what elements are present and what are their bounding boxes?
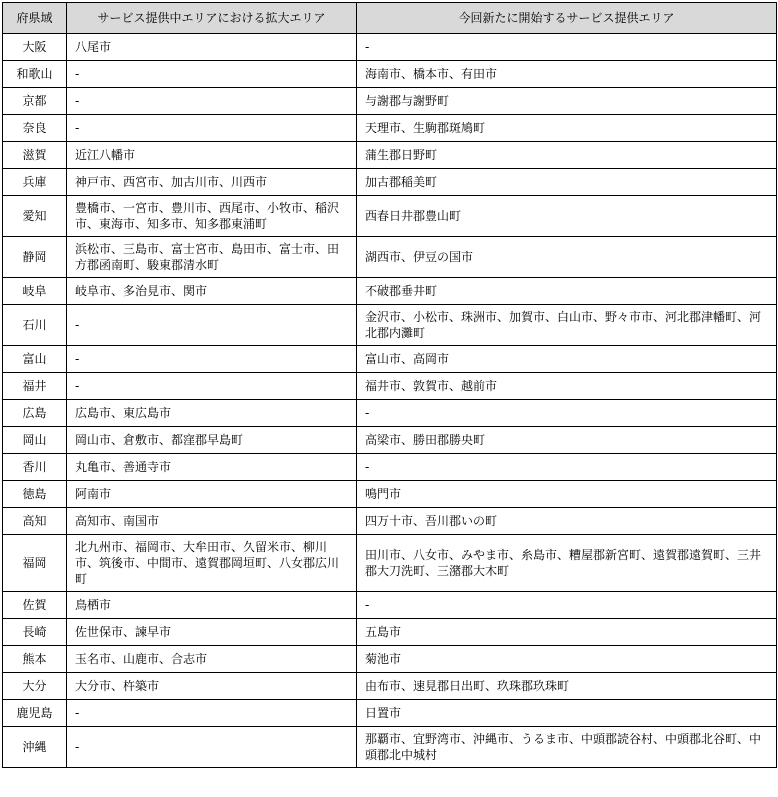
table-row <box>3 400 777 427</box>
prefecture-cell: 佐賀 <box>3 592 67 619</box>
expanded-area-cell: 岐阜市、多治見市、関市 <box>67 278 357 305</box>
prefecture-cell: 徳島 <box>3 481 67 508</box>
expanded-area-cell: 阿南市 <box>67 481 357 508</box>
new-area-cell: 西春日井郡豊山町 <box>357 196 777 237</box>
expanded-area-cell: - <box>67 700 357 727</box>
service-area-table <box>2 2 777 768</box>
new-area-cell: 加古郡稲美町 <box>357 169 777 196</box>
new-area-cell: 金沢市、小松市、珠洲市、加賀市、白山市、野々市市、河北郡津幡町、河北郡内灘町 <box>357 305 777 346</box>
new-area-cell: 福井市、敦賀市、越前市 <box>357 373 777 400</box>
new-area-cell: 田川市、八女市、みやま市、糸島市、糟屋郡新宮町、遠賀郡遠賀町、三井郡大刀洗町、三潴郡大木町 <box>357 535 777 592</box>
table-row <box>3 278 777 305</box>
expanded-area-cell: - <box>67 305 357 346</box>
header-expanded-area: サービス提供中エリアにおける拡大エリア <box>67 3 357 34</box>
new-area-cell: 富山市、高岡市 <box>357 346 777 373</box>
new-area-cell: 高梁市、勝田郡勝央町 <box>357 427 777 454</box>
expanded-area-cell: - <box>67 115 357 142</box>
table-row <box>3 34 777 61</box>
expanded-area-cell: 広島市、東広島市 <box>67 400 357 427</box>
new-area-cell: 菊池市 <box>357 646 777 673</box>
expanded-area-cell: - <box>67 61 357 88</box>
table-row <box>3 115 777 142</box>
prefecture-cell: 広島 <box>3 400 67 427</box>
table-row <box>3 592 777 619</box>
new-area-cell: - <box>357 592 777 619</box>
new-area-cell: 那覇市、宜野湾市、沖縄市、うるま市、中頭郡読谷村、中頭郡北谷町、中頭郡北中城村 <box>357 727 777 768</box>
expanded-area-cell: 豊橋市、一宮市、豊川市、西尾市、小牧市、稲沢市、東海市、知多市、知多郡東浦町 <box>67 196 357 237</box>
expanded-area-cell: 玉名市、山鹿市、合志市 <box>67 646 357 673</box>
table-row <box>3 61 777 88</box>
prefecture-cell: 愛知 <box>3 196 67 237</box>
prefecture-cell: 京都 <box>3 88 67 115</box>
new-area-cell: 五島市 <box>357 619 777 646</box>
prefecture-cell: 高知 <box>3 508 67 535</box>
prefecture-cell: 香川 <box>3 454 67 481</box>
expanded-area-cell: - <box>67 346 357 373</box>
prefecture-cell: 富山 <box>3 346 67 373</box>
prefecture-cell: 石川 <box>3 305 67 346</box>
header-new-area: 今回新たに開始するサービス提供エリア <box>357 3 777 34</box>
new-area-cell: 湖西市、伊豆の国市 <box>357 237 777 278</box>
expanded-area-cell: - <box>67 88 357 115</box>
header-prefecture: 府県域 <box>3 3 67 34</box>
table-row <box>3 305 777 346</box>
prefecture-cell: 兵庫 <box>3 169 67 196</box>
prefecture-cell: 福井 <box>3 373 67 400</box>
table-row <box>3 169 777 196</box>
prefecture-cell: 沖縄 <box>3 727 67 768</box>
table-row <box>3 727 777 768</box>
table-row <box>3 142 777 169</box>
new-area-cell: 不破郡垂井町 <box>357 278 777 305</box>
table-row <box>3 481 777 508</box>
new-area-cell: 与謝郡与謝野町 <box>357 88 777 115</box>
table-row <box>3 508 777 535</box>
prefecture-cell: 静岡 <box>3 237 67 278</box>
new-area-cell: 海南市、橋本市、有田市 <box>357 61 777 88</box>
table-row <box>3 673 777 700</box>
prefecture-cell: 大分 <box>3 673 67 700</box>
new-area-cell: 蒲生郡日野町 <box>357 142 777 169</box>
table-row <box>3 646 777 673</box>
prefecture-cell: 岐阜 <box>3 278 67 305</box>
table-row <box>3 88 777 115</box>
expanded-area-cell: 近江八幡市 <box>67 142 357 169</box>
table-row <box>3 237 777 278</box>
new-area-cell: - <box>357 400 777 427</box>
new-area-cell: 天理市、生駒郡斑鳩町 <box>357 115 777 142</box>
prefecture-cell: 熊本 <box>3 646 67 673</box>
table-row <box>3 619 777 646</box>
prefecture-cell: 奈良 <box>3 115 67 142</box>
prefecture-cell: 滋賀 <box>3 142 67 169</box>
table-row <box>3 373 777 400</box>
expanded-area-cell: 丸亀市、善通寺市 <box>67 454 357 481</box>
expanded-area-cell: 神戸市、西宮市、加古川市、川西市 <box>67 169 357 196</box>
prefecture-cell: 岡山 <box>3 427 67 454</box>
table-row <box>3 454 777 481</box>
new-area-cell: 由布市、速見郡日出町、玖珠郡玖珠町 <box>357 673 777 700</box>
table-row <box>3 535 777 592</box>
new-area-cell: - <box>357 34 777 61</box>
expanded-area-cell: 北九州市、福岡市、大牟田市、久留米市、柳川市、筑後市、中間市、遠賀郡岡垣町、八女郡広川町 <box>67 535 357 592</box>
expanded-area-cell: 鳥栖市 <box>67 592 357 619</box>
expanded-area-cell: 岡山市、倉敷市、都窪郡早島町 <box>67 427 357 454</box>
expanded-area-cell: 高知市、南国市 <box>67 508 357 535</box>
prefecture-cell: 長崎 <box>3 619 67 646</box>
expanded-area-cell: 八尾市 <box>67 34 357 61</box>
table-row <box>3 196 777 237</box>
table-header-row <box>3 3 777 34</box>
new-area-cell: 四万十市、吾川郡いの町 <box>357 508 777 535</box>
prefecture-cell: 和歌山 <box>3 61 67 88</box>
table-row <box>3 700 777 727</box>
expanded-area-cell: 佐世保市、諫早市 <box>67 619 357 646</box>
prefecture-cell: 鹿児島 <box>3 700 67 727</box>
expanded-area-cell: - <box>67 373 357 400</box>
prefecture-cell: 大阪 <box>3 34 67 61</box>
expanded-area-cell: - <box>67 727 357 768</box>
table-row <box>3 346 777 373</box>
new-area-cell: 鳴門市 <box>357 481 777 508</box>
new-area-cell: - <box>357 454 777 481</box>
expanded-area-cell: 浜松市、三島市、富士宮市、島田市、富士市、田方郡函南町、駿東郡清水町 <box>67 237 357 278</box>
table-row <box>3 427 777 454</box>
prefecture-cell: 福岡 <box>3 535 67 592</box>
expanded-area-cell: 大分市、杵築市 <box>67 673 357 700</box>
new-area-cell: 日置市 <box>357 700 777 727</box>
